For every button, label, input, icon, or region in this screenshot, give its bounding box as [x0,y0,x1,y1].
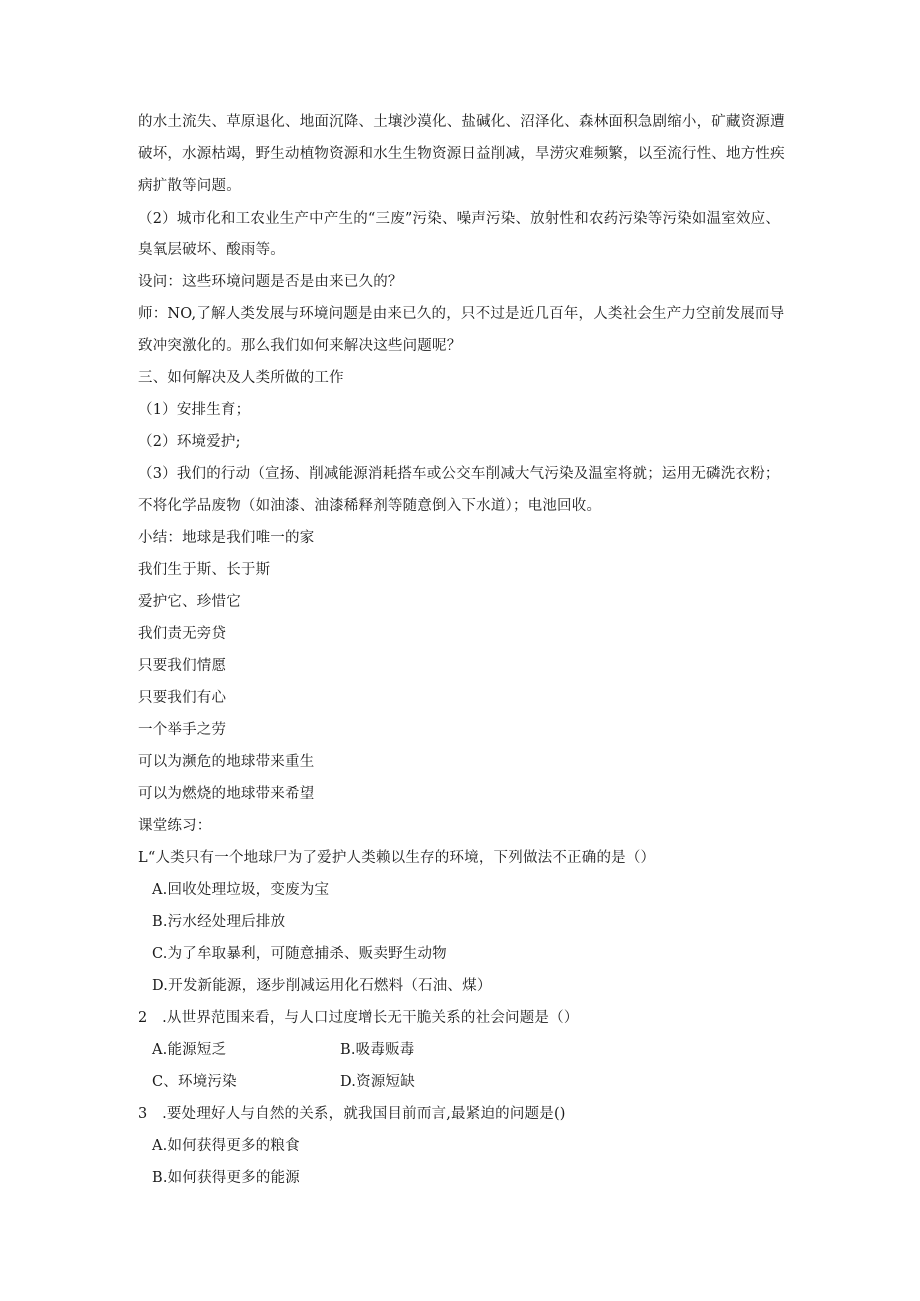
question-3-option-b: B.如何获得更多的能源 [152,1170,300,1186]
question-2-option-b: B.吸毒贩毒 [340,1042,415,1058]
section-heading: 三、如何解决及人类所做的工作 [138,370,344,386]
summary-heading: 小结：地球是我们唯一的家 [138,530,315,546]
paragraph-line: 的水土流失、草原退化、地面沉降、土壤沙漠化、盐碱化、沼泽化、森林面积急剧缩小，矿藏资源遭 [138,114,785,130]
poem-line: 爱护它、珍惜它 [138,594,241,610]
poem-line: 只要我们有心 [138,690,227,706]
question-1-option-c: C.为了牟取暴利，可随意捕杀、贩卖野生动物 [152,946,447,962]
paragraph-line: 师：NO,了解人类发展与环境问题是由来已久的，只不过是近几百年，人类社会生产力空前发展而导 [138,306,785,322]
poem-line: 只要我们情愿 [138,658,227,674]
question-prompt: 设问：这些环境问题是否是由来已久的？ [138,274,403,290]
poem-line: 可以为濒危的地球带来重生 [138,754,315,770]
question-3-option-a: A.如何获得更多的粮食 [152,1138,300,1154]
paragraph-line: 不将化学品废物（如油漆、油漆稀释剂等随意倒入下水道）；电池回收。 [138,498,602,514]
list-item: （2）环境爱护; [138,434,241,450]
poem-line: 我们生于斯、长于斯 [138,562,271,578]
question-2-option-c: C、环境污染 [152,1074,237,1090]
question-1-option-d: D.开发新能源，逐步削减运用化石燃料（石油、煤） [152,978,492,994]
paragraph-line: 破坏，水源枯竭，野生动植物资源和水生生物资源日益削减，旱涝灾难频繁，以至流行性、地方性疾 [138,146,785,162]
poem-line: 一个举手之劳 [138,722,227,738]
paragraph-line: （2）城市化和工农业生产中产生的“三废”污染、噪声污染、放射性和农药污染等污染如温室效应、 [138,211,781,227]
question-3-stem: 3 .要处理好人与自然的关系，就我国目前而言,最紧迫的问题是() [138,1106,566,1122]
question-1-option-b: B.污水经处理后排放 [152,914,286,930]
list-item: （1）安排生育； [138,402,251,418]
poem-line: 我们责无旁贷 [138,626,227,642]
paragraph-line: 臭氧层破坏、酸雨等。 [138,242,285,258]
question-2-stem: 2 .从世界范围来看，与人口过度增长无干脆关系的社会问题是（） [138,1010,579,1026]
question-1-stem: L“人类只有一个地球尸为了爱护人类赖以生存的环境，下列做法不正确的是（） [138,850,656,866]
paragraph-line: 致冲突激化的。那么我们如何来解决这些问题呢？ [138,338,462,354]
poem-line: 可以为燃烧的地球带来希望 [138,786,315,802]
question-1-option-a: A.回收处理垃圾，变废为宝 [152,882,330,898]
paragraph-line: 病扩散等问题。 [138,178,241,194]
list-item: （3）我们的行动（宣扬、削减能源消耗搭车或公交车削减大气污染及温室将就；运用无磷洗衣粉； [138,466,780,482]
exercise-heading: 课堂练习： [138,818,212,834]
question-2-option-a: A.能源短乏 [152,1042,227,1058]
question-2-option-d: D.资源短缺 [340,1074,415,1090]
